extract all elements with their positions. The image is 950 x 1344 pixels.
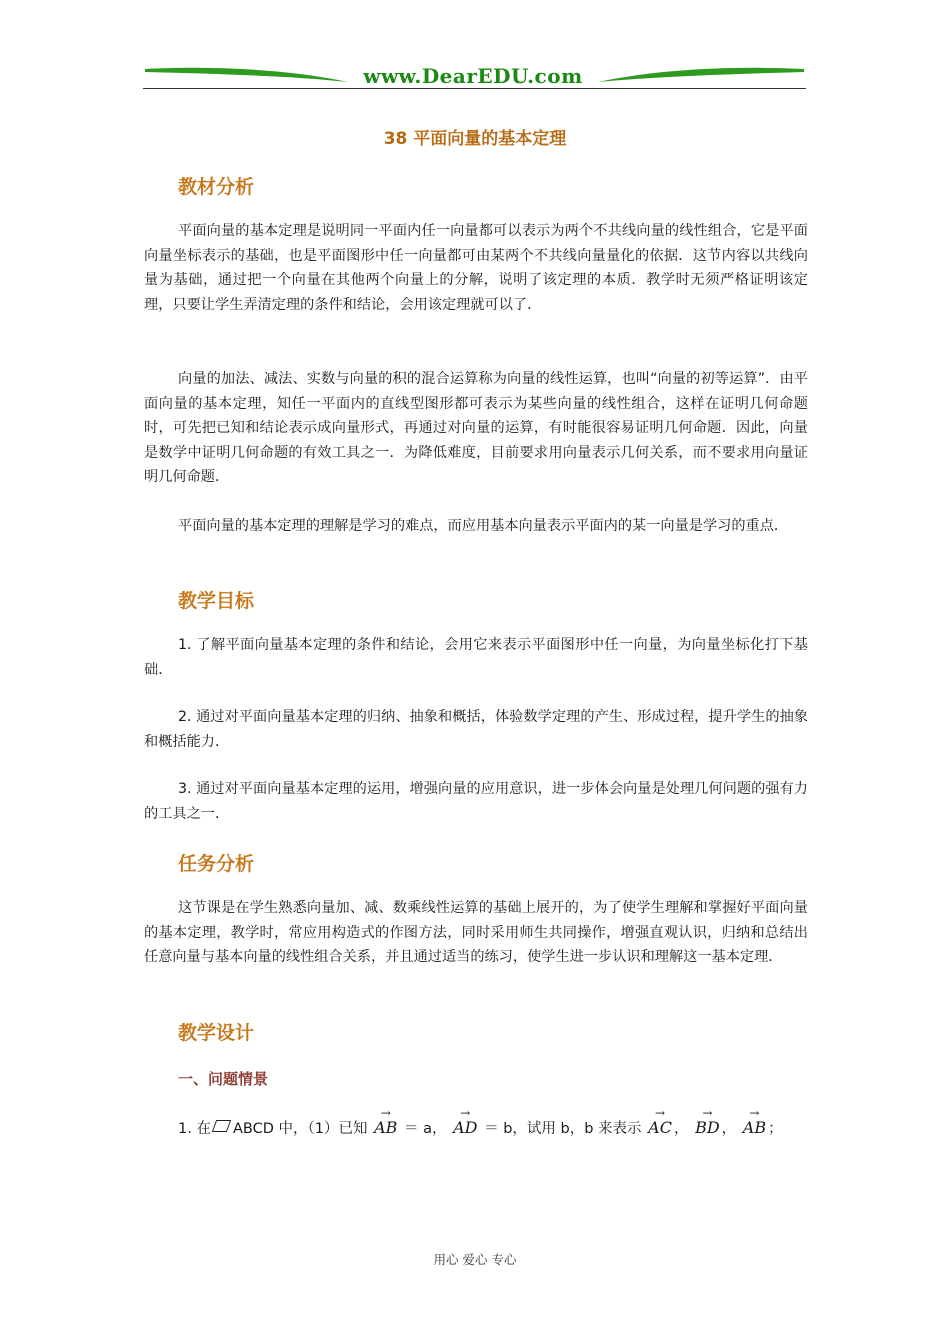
paragraph: 这节课是在学生熟悉向量加、减、数乘线性运算的基础上展开的，为了使学生理解和掌握好平面向量的基本定理，教学时，常应用构造式的作图方法，同时采用师生共同操作，增强直观认识，归纳和总结出任意向量与基本向量的线性组合关系，并且通过适当的练习，使学生进一步认识和理解这一基本定理． [144,900,808,965]
site-name[interactable]: www.DearEDU.com [363,64,583,88]
vector-ad: → AD [453,1112,477,1137]
paragraph: 平面向量的基本定理是说明同一平面内任一向量都可以表示为两个不共线向量的线性组合，它是平面向量坐标表示的基础，也是平面图形中任一向量都可由某两个不共线向量量化的依据．这节内容以共线向量为基础，通过把一个向量在其他两个向量上的分解，说明了该定理的本质．教学时无须严格证明该定理，只要让学生弄清定理的条件和结论，会用该定理就可以了． [144,223,808,313]
question-eq1: ＝ a， [403,1121,447,1137]
question-end: ； [768,1121,783,1137]
section-heading-analysis: 教材分析 [178,176,255,198]
question-prefix: 1. 在 [178,1121,211,1137]
vector-bd: → BD [695,1112,720,1137]
vector-ac: → AC [648,1112,672,1137]
question-shape: ABCD 中，（1）已知 [232,1121,368,1137]
goal-item: 1. 了解平面向量基本定理的条件和结论，会用它来表示平面图形中任一向量，为向量坐标化打下基础． [144,637,808,678]
page-title: 38 平面向量的基本定理 [383,129,567,149]
section-heading-task: 任务分析 [178,853,255,875]
goal-item: 3. 通过对平面向量基本定理的运用，增强向量的应用意识，进一步体会向量是处理几何问题的强有力的工具之一． [144,781,808,822]
question-line [178,1112,783,1138]
vector-ab: → AB [374,1112,397,1137]
header-divider [143,88,806,89]
subheading-problem-context: 一、问题情景 [178,1070,269,1088]
page-footer: 用心 爱心 专心 [433,1252,517,1267]
goal-item: 2. 通过对平面向量基本定理的归纳、抽象和概括，体验数学定理的产生、形成过程，提升学生的抽象和概括能力． [144,709,808,750]
question-eq2: ＝ b，试用 b，b 来表示 [484,1121,642,1137]
site-header [143,62,806,92]
separator: ， [673,1121,689,1137]
vector-ab-2: → AB [743,1112,766,1137]
parallelogram-icon [212,1120,231,1132]
section-heading-goals: 教学目标 [178,590,255,612]
separator: ， [721,1121,737,1137]
section-heading-design: 教学设计 [178,1022,255,1044]
paragraph: 平面向量的基本定理的理解是学习的难点，而应用基本向量表示平面内的某一向量是学习的重点． [178,518,789,534]
paragraph: 向量的加法、减法、实数与向量的积的混合运算称为向量的线性运算，也叫“向量的初等运算”．由平面向量的基本定理，知任一平面内的直线型图形都可表示为某些向量的线性组合，这样在证明几何命题时，可先把已知和结论表示成向量形式，再通过对向量的运算，有时能很容易证明几何命题．因此，向量是数学中证明几何命题的有效工具之一．为降低难度，目前要求用向量表示几何关系，而不要求用向量证明几何命题． [144,371,808,485]
